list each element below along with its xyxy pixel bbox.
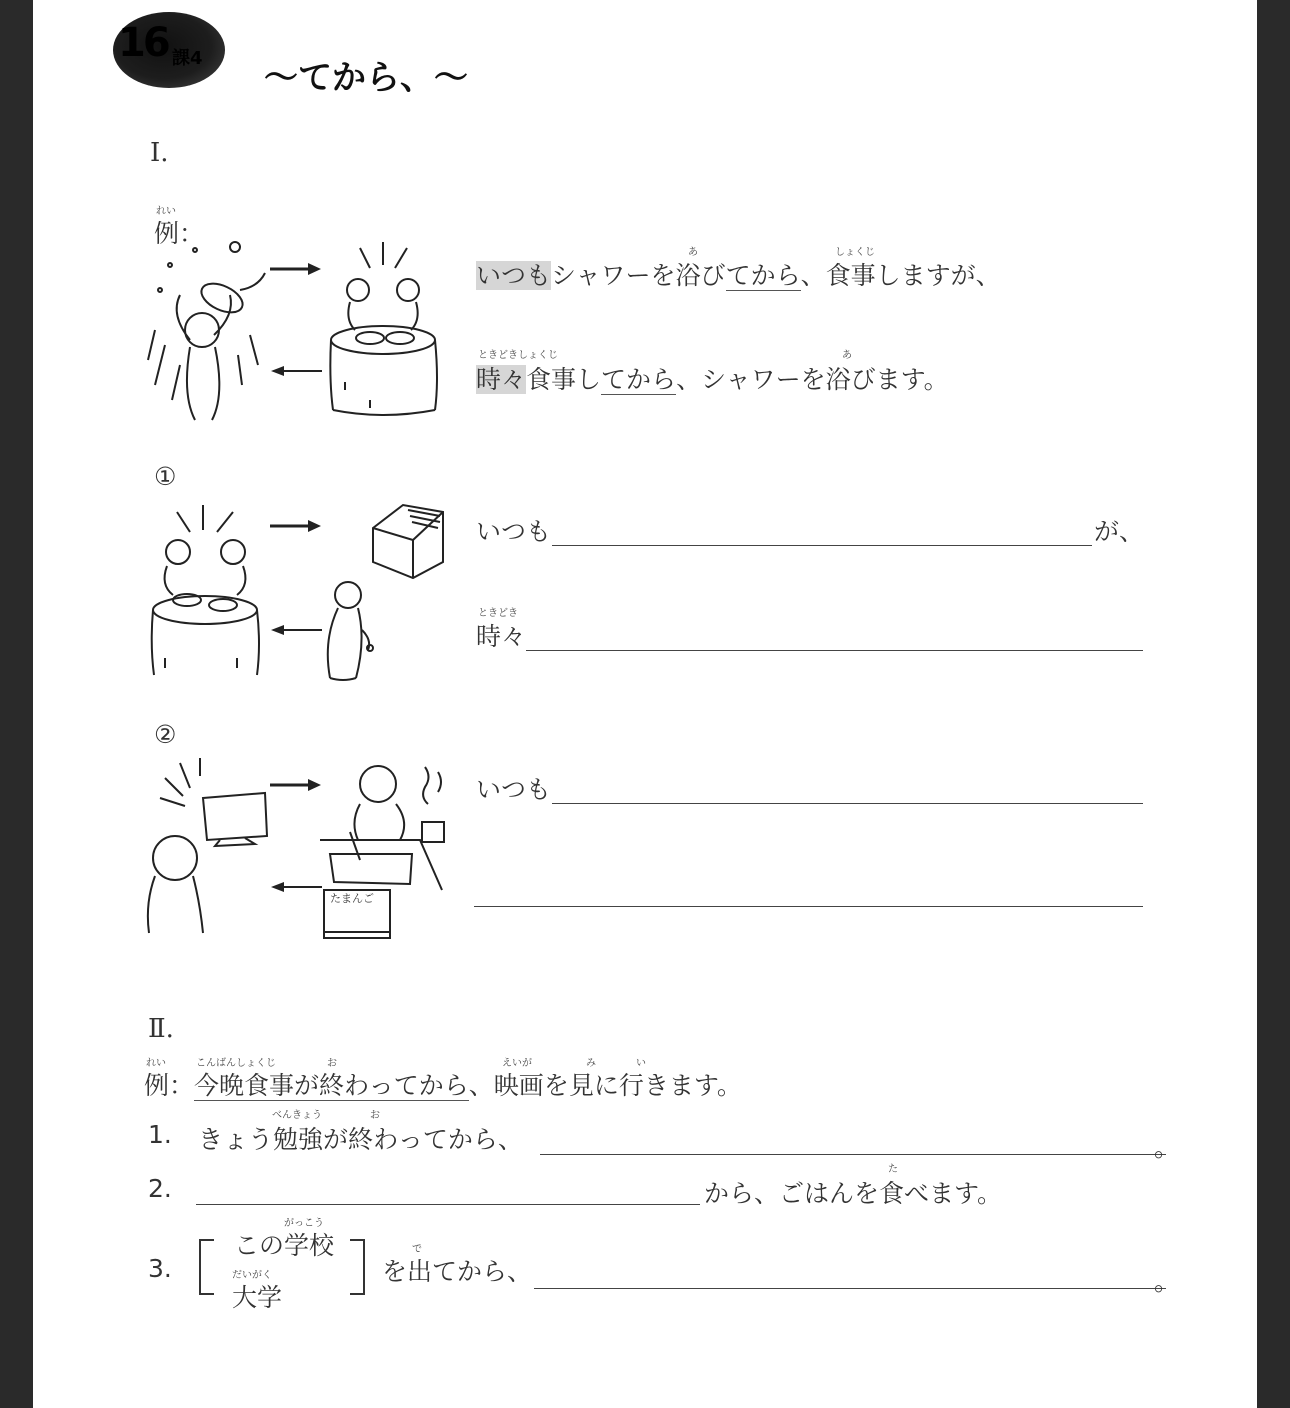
tv-illustration xyxy=(145,758,270,938)
page-title: 〜てから、〜 xyxy=(264,58,468,98)
item-1-text: きょう勉強が終わってから、 xyxy=(198,1125,523,1154)
ruby-mi: み xyxy=(586,1058,596,1069)
ruby-b: しょくじ xyxy=(835,247,875,258)
item-1-end: 。 xyxy=(1154,1133,1180,1162)
notebook-label: たまんご xyxy=(330,892,374,905)
option-b: 大学 xyxy=(232,1283,283,1312)
ruby-i: い xyxy=(636,1058,646,1069)
q1-answer-line-1[interactable] xyxy=(552,545,1092,546)
q1-ruby: ときどき xyxy=(478,608,518,619)
arrow-right-icon xyxy=(270,262,322,276)
ruby-o: お xyxy=(327,1058,337,1069)
ruby-b2: あ xyxy=(842,350,852,361)
q1-line1-end: が、 xyxy=(1094,517,1145,546)
worksheet-page xyxy=(33,0,1257,1408)
ruby-konban: こんばんしょくじ xyxy=(196,1058,276,1069)
item-3-number: 3. xyxy=(148,1254,172,1283)
arrow-right-icon xyxy=(270,519,322,533)
ruby-o-2: お xyxy=(370,1110,380,1121)
example-label: 例： xyxy=(154,219,205,248)
option-b-ruby: だいがく xyxy=(232,1270,272,1281)
q1-line1-start: いつも xyxy=(476,517,552,546)
underlined-tekara-2: てから xyxy=(601,365,677,394)
item-3-answer-line[interactable] xyxy=(534,1288,1166,1289)
arrow-right-icon xyxy=(270,778,322,792)
ruby-benkyou: べんきょう xyxy=(272,1110,322,1121)
section-2-label: Ⅱ. xyxy=(148,1014,174,1044)
example-ruby: れい xyxy=(156,206,176,217)
highlight-tokidoki: 時々 xyxy=(476,365,527,394)
example2-ruby: れい xyxy=(146,1058,166,1069)
shower-illustration xyxy=(140,235,275,425)
arrow-left-icon xyxy=(270,364,322,378)
highlight-itsumo: いつも xyxy=(476,261,552,290)
ruby-ta: た xyxy=(888,1164,898,1175)
underlined-tekara: てから xyxy=(725,261,801,290)
left-bracket xyxy=(196,1238,216,1296)
q2-number: ② xyxy=(154,720,177,749)
studying-illustration xyxy=(320,762,445,942)
section-1-label: Ⅰ. xyxy=(150,138,169,168)
q1-line2-start: 時々 xyxy=(476,622,527,651)
item-1-answer-line[interactable] xyxy=(540,1154,1166,1155)
ruby-a: あ xyxy=(688,247,698,258)
q1-number: ① xyxy=(154,462,177,491)
arrow-left-icon xyxy=(270,623,322,637)
ruby-eiga: えいが xyxy=(502,1058,532,1069)
dinner-illustration-2 xyxy=(145,500,270,680)
example-line-2: 時々食事してから、シャワーを浴びます。 xyxy=(476,365,949,394)
right-bracket xyxy=(348,1238,368,1296)
house-walking-illustration xyxy=(318,500,448,685)
item-2-answer-line[interactable] xyxy=(196,1204,700,1205)
dinner-illustration xyxy=(325,240,450,420)
option-a-ruby: がっこう xyxy=(284,1218,324,1229)
ruby-tokidoki-shokuji: ときどきしょくじ xyxy=(478,350,558,361)
q2-answer-line-1[interactable] xyxy=(552,803,1143,804)
item-2-text: から、ごはんを食べます。 xyxy=(704,1179,1003,1208)
arrow-left-icon xyxy=(270,880,322,894)
q2-line1-start: いつも xyxy=(476,775,552,804)
ruby-de: で xyxy=(412,1244,422,1255)
lesson-number: 16 xyxy=(118,20,168,66)
item-3-end: 。 xyxy=(1154,1267,1180,1296)
q1-answer-line-2[interactable] xyxy=(526,650,1143,651)
item-3-text: を出てから、 xyxy=(382,1257,533,1286)
lesson-sub: 課4 xyxy=(172,48,203,69)
example2-line: 例：今晩食事が終わってから、映画を見に行きます。 xyxy=(144,1071,742,1100)
item-2-number: 2. xyxy=(148,1174,172,1203)
example-line-1: いつもシャワーを浴びてから、食事しますが、 xyxy=(476,261,1001,290)
item-1-number: 1. xyxy=(148,1120,172,1149)
option-a: この学校 xyxy=(234,1231,335,1260)
underlined-example: 今晩食事が終わってから xyxy=(194,1071,469,1100)
q2-answer-line-2[interactable] xyxy=(474,906,1143,907)
